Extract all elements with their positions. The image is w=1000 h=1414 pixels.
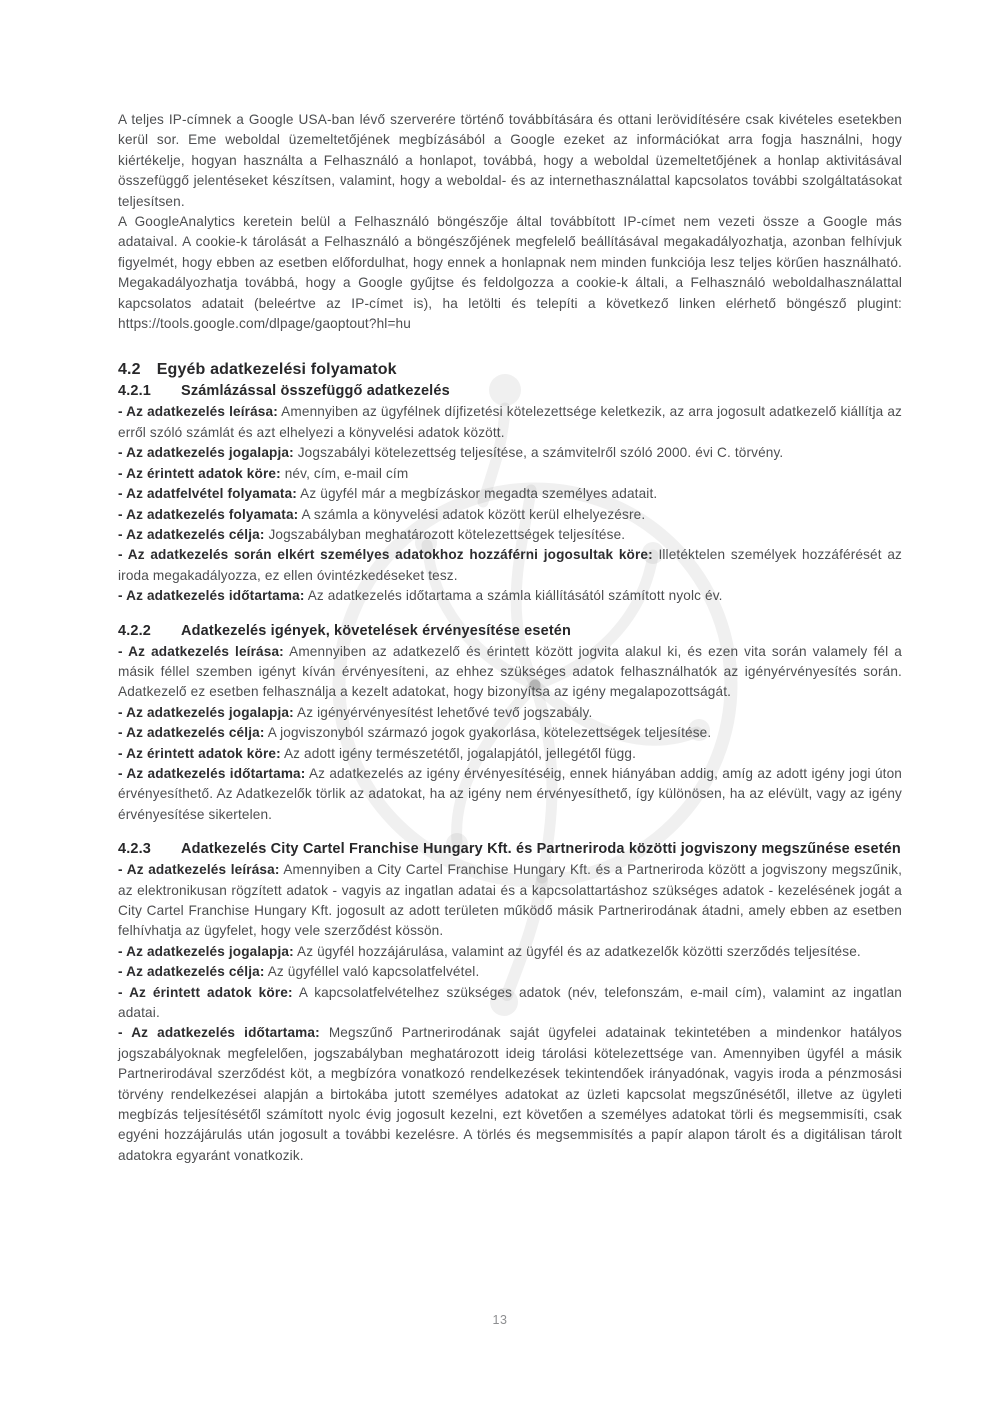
item-text: A kapcsolatfelvételhez szükséges adatok (név, telefonszám, e-mail cím), valamint az ingatlan adatai.: [118, 984, 902, 1021]
section-heading-4-2: [118, 359, 902, 381]
section-number: 4.2.3: [118, 841, 151, 858]
section-heading-4-2-2: [118, 621, 902, 642]
data-item: [118, 723, 902, 743]
data-item: [118, 443, 902, 463]
data-item: [118, 983, 902, 1024]
section-title: Egyéb adatkezelési folyamatok: [156, 361, 397, 379]
item-text: Az adatkezelés időtartama a számla kiállításától számított nyolc év.: [304, 588, 723, 604]
item-text: név, cím, e-mail cím: [280, 465, 409, 481]
intro-paragraph-2: A GoogleAnalytics keretein belül a Felhasználó böngészője által továbbított IP-címet nem vezeti össze a Google más adataival. A cookie-k tárolását a Felhasználó a böngészőjének megfelelő beállításával megakadályozhatja, azonban felhívjuk figyelmét, hogy ebben az esetben előfordulhat, hogy ennek a honlapnak nem minden funkciója lesz teljes körűen használható. Megakadályozhatja továbbá, hogy a Google gyűjtse és feldolgozza a cookie-k általi, a Felhasználó weboldalhasználattal kapcsolatos adatait (beleértve az IP-címet is), ha letölti és telepíti a következő linken elérhető böngésző plugint: https://tools.google.com/dlpage/gaoptout?hl=hu: [118, 214, 902, 332]
data-item: [118, 505, 902, 525]
item-label: - Az adatkezelés jogalapja:: [118, 704, 294, 720]
item-text: Jogszabályi kötelezettség teljesítése, a számvitelről szóló 2000. évi C. törvény.: [293, 445, 784, 461]
item-text: Amennyiben az adatkezelő és érintett között jogvita alakul ki, és ezen vita során valamely fél a másik féllel szemben igényt kíván érvényesíteni, az ehhez szükséges adatok felhasználhatók az igényérvényesítés során. Adatkezelő ez esetben felhasználja a kezelt adatokat, hogy bizonyítsa az igény megalapozottságát.: [118, 643, 902, 700]
item-text: Jogszabályban meghatározott kötelezettségek teljesítése.: [264, 526, 626, 542]
item-text: Az ügyfél már a megbízáskor megadta személyes adatait.: [296, 486, 658, 502]
data-item: [118, 545, 902, 586]
item-text: Illetéktelen személyek hozzáférését az iroda megakadályozza, ez ellen óvintézkedéseket tesz.: [118, 547, 902, 583]
intro-paragraph-1: A teljes IP-címnek a Google USA-ban lévő szerverére történő továbbítására és ottani lerövidítésére csak kivételes esetekben kerül sor. Eme weboldal üzemeltetőjének megbízásából a Google ezeket az információkat arra fogja használni, hogy kiértékelje, hogyan használta a Felhasználó a honlapot, továbbá, hogy a weboldal üzemeltetőjének a honlap aktivitásával összefüggő jelentéseket készítsen, valamint, hogy a weboldal- és az internethasználattal kapcsolatos további szolgáltatásokat teljesítsen.: [118, 112, 902, 209]
data-item: [118, 764, 902, 825]
item-label: - Az adatkezelés során elkért személyes adatokhoz hozzáférni jogosultak köre:: [118, 547, 653, 563]
data-item: [118, 1023, 902, 1166]
data-item: [118, 860, 902, 942]
item-label: - Az adatfelvétel folyamata:: [118, 486, 297, 502]
item-text: A jogviszonyból származó jogok gyakorlása, kötelezettségek teljesítése.: [264, 725, 712, 741]
data-item: [118, 744, 902, 764]
item-text: Megszűnő Partnerirodának saját ügyfelei adatainak tekintetében a mindenkor hatályos jogszabályoknak megfelelően, jogszabályban meghatározott ideig tárolási kötelezettsége van. Amennyiben ügyfél a másik Partnerirodával szerződést köt, a megbízóra vonatkozó rendelkezések tekintendőek irányadónak, vagyis iroda a pénzmosási törvény rendelkezései alapján a birtokába jutott személyes adatokat az üzleti kapcsolat megszűnésétől, illetve az ügyleti megbízás teljesítésétől számított nyolc évig jogosult kezelni, ezt követően a személyes adatokat törli és megsemmisíti, csak egyéni hozzájárulás után jogosult a további kezelésre. A törlés és megsemmisítés a papír alapon tárolt és a digitálisan tárolt adatokra egyaránt vonatkozik.: [118, 1025, 902, 1163]
item-label: - Az érintett adatok köre:: [118, 984, 293, 1000]
document-body: [118, 110, 902, 1166]
item-text: Az igényérvényesítést lehetővé tevő jogszabály.: [293, 704, 593, 720]
section-title: Adatkezelés igények, követelések érvényesítése esetén: [181, 622, 572, 639]
section-number: 4.2.1: [118, 383, 151, 400]
item-label: - Az adatkezelés leírása:: [118, 862, 280, 878]
item-label: - Az adatkezelés leírása:: [118, 643, 284, 659]
item-text: Az adatkezelés az igény érvényesítéséig, ennek hiányában addig, amíg az adott igény jogi úton érvényesíthető. Az Adatkezelők törlik az adatokat, ha az igény nem érvényesíthető, így különösen, ha az elévült, vagy az igény érvényesítése sikertelen.: [118, 765, 903, 822]
section-title: Számlázással összefüggő adatkezelés: [181, 383, 450, 400]
data-item: [118, 942, 902, 962]
data-item: [118, 586, 902, 606]
section-title: Adatkezelés City Cartel Franchise Hungary Kft. és Partneriroda közötti jogviszony megszűnése esetén: [181, 841, 901, 858]
item-label: - Az adatkezelés célja:: [118, 725, 265, 741]
item-text: Amennyiben a City Cartel Franchise Hungary Kft. és a Partneriroda között a jogviszony megszűnik, az elektronikusan rögzített adatok - vagyis az ingatlan adatai és a kapcsolattartáshoz szükséges adatok - kezelésének jogát a City Cartel Franchise Hungary Kft. jogosult az adott területen működő másik Partnerirodának átadni, amely ebben az esetben felhívhatja az ügyfelet, hogy vele szerződést kössön.: [118, 862, 902, 939]
item-label: - Az érintett adatok köre:: [118, 745, 281, 761]
item-label: - Az adatkezelés időtartama:: [118, 765, 306, 781]
data-item: [118, 464, 902, 484]
data-item: [118, 484, 902, 504]
section-number: 4.2.2: [118, 622, 151, 639]
data-item: [118, 402, 902, 443]
data-item: [118, 703, 902, 723]
item-label: - Az adatkezelés jogalapja:: [118, 445, 294, 461]
data-item: [118, 962, 902, 982]
item-label: - Az adatkezelés célja:: [118, 526, 265, 542]
data-item: [118, 525, 902, 545]
item-label: - Az adatkezelés célja:: [118, 964, 265, 980]
section-heading-4-2-1: [118, 381, 902, 402]
item-text: Amennyiben az ügyfélnek díjfizetési kötelezettsége keletkezik, az arra jogosult adatkezelő kiállítja az erről szóló számlát és azt elhelyezi a könyvelési adatok között.: [118, 404, 903, 440]
item-text: Az adott igény természetétől, jogalapjától, jellegétől függ.: [280, 745, 637, 761]
item-label: - Az adatkezelés folyamata:: [118, 506, 299, 522]
item-label: - Az érintett adatok köre:: [118, 465, 281, 481]
item-label: - Az adatkezelés jogalapja:: [118, 943, 294, 959]
item-label: - Az adatkezelés időtartama:: [118, 1025, 320, 1041]
section-heading-4-2-3: [118, 839, 902, 860]
page-number: 13: [492, 1313, 508, 1327]
section-number: 4.2: [118, 361, 141, 379]
item-label: - Az adatkezelés leírása:: [118, 404, 278, 420]
item-text: A számla a könyvelési adatok között kerül elhelyezésre.: [298, 506, 646, 522]
item-label: - Az adatkezelés időtartama:: [118, 588, 305, 604]
data-item: [118, 642, 902, 703]
item-text: Az ügyféllel való kapcsolatfelvétel.: [264, 964, 480, 980]
item-text: Az ügyfél hozzájárulása, valamint az ügyfél és az adatkezelők közötti szerződés teljesítése.: [293, 943, 861, 959]
